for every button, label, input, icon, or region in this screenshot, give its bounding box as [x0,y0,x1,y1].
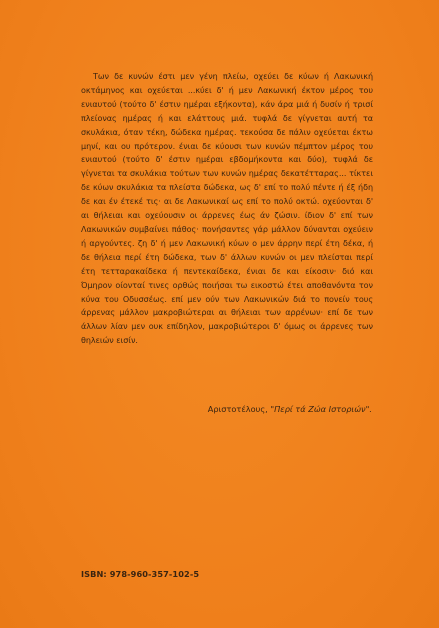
attribution-work-title: "Περί τά Ζώα Ιστοριών". [270,404,372,414]
aristotle-quote-passage: Των δε κυνών έστι μεν γένη πλείω, οχεύει δε κύων ή Λακωνική οκτάμηνος και οχεύεται ...κύει δ' ή μεν Λακωνική έκτον μέρος του ενιαυτού (τούτο δ' έστιν ημέραι εξήκοντα), κάν άρα μιά ή δυσίν ή τρισί πλείονας ημέρας ή και ελάττους μιά. τυφλά δε γίγνεται αυτή τα σκυλάκια, όταν τέκη, δώδεκα ημέρας. τεκούσα δε πάλιν οχεύεται έκτω μηνί, και ου πρότερον. ένιαι δε κύουσι των κυνών πέμπτον μέρος του ενιαυτού (τούτο δ' έστιν ημέραι εβδομήκοντα και δύο), τυφλά δε γίγνεται τα σκυλάκια τούτων των κυνών ημέρας δεκατέτταρας... τίκτει δε κύων σκυλάκια τα πλείστα δώδεκα, ως δ' επί το πολύ πέντε ή έξ ήδη δε και έν έτεκέ τις· αι δε Λακωνικαί ως επί το πολύ οκτώ. οχεύονται δ' αι θήλειαι και οχεύουσιν οι άρρενες έως άν ζώσιν. ίδιον δ' επί των Λακωνικών συμβαίνει πάθος· πονήσαντες γάρ μάλλον δύνανται οχεύειν ή αργούντες. ζη δ' ή μεν Λακωνική κύων ο μεν άρρην περί έτη δέκα, ή δε θήλεια περί έτη δώδεκα, των δ' άλλων κυνών οι μεν πλείσται περί έτη τετταρακαίδεκα ή πεντεκαίδεκα, ένιαι δε και είκοσιν· διό και Όμηρον οίονταί τινες ορθώς ποιήσαι τω εικοστώ έτει αποθανόντα τον κύνα του Οδυσσέως. επί μεν ούν των Λακωνικών διά το πονείν τους άρρενας μάλλον μακροβιώτεραι αι θήλειαι των αρρένων· επί δε των άλλων λίαν μεν ουκ επίδηλον, μακροβιώτεροι δ' όμως οι άρρενες των θηλειών εισίν. [81,72,373,346]
attribution-author: Αριστοτέλους, [207,404,271,414]
isbn-label: ISBN: 978-960-357-102-5 [81,569,200,579]
quote-attribution [186,404,372,414]
